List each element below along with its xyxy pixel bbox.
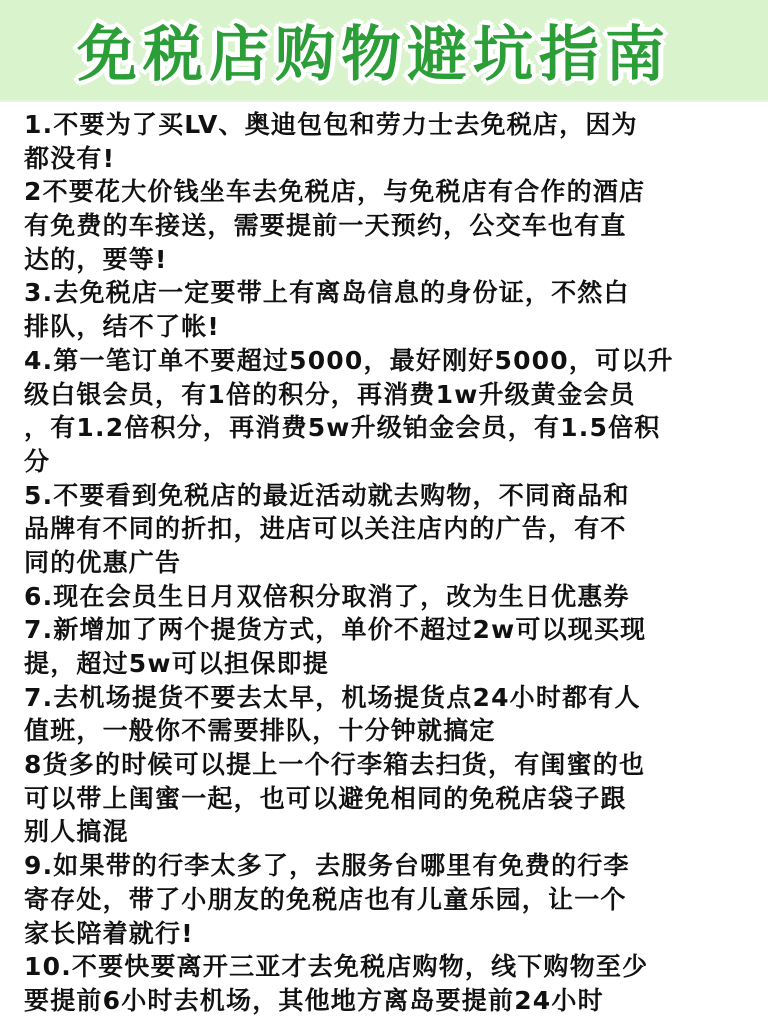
tip-text-line: 7.新增加了两个提货方式，单价不超过2w可以现买现: [24, 615, 647, 645]
tip-item: [24, 748, 768, 849]
tip-text-line: 10.不要快要离开三亚才去免税店购物，线下购物至少: [24, 952, 649, 982]
tip-item: [24, 344, 768, 479]
tip-text-line: 4.第一笔订单不要超过5000，最好刚好5000，可以升: [24, 345, 674, 375]
tips-list: [0, 102, 768, 1018]
tip-item: [24, 108, 768, 175]
tip-item: [24, 681, 768, 748]
tip-item: [24, 479, 768, 580]
tip-text-line: 品牌有不同的折扣，进店可以关注店内的广告，有不: [24, 514, 627, 544]
tip-text-line: 达的，要等!: [24, 244, 168, 274]
tip-text-line: 提，超过5w可以担保即提: [24, 649, 329, 678]
tip-text-line: 值班，一般你不需要排队，十分钟就搞定: [24, 716, 496, 746]
tip-text-line: 要提前6小时去机场，其他地方离岛要提前24小时: [24, 985, 604, 1015]
tip-text-line: 寄存处，带了小朋友的免税店也有儿童乐园，让一个: [24, 884, 627, 914]
tip-item: [24, 849, 768, 950]
tip-text-line: 都没有!: [24, 143, 116, 173]
tip-text-line: 5.不要看到免税店的最近活动就去购物，不同商品和: [24, 480, 630, 510]
tip-text-line: 同的优惠广告: [24, 547, 182, 577]
tip-text-line: 家长陪着就行!: [24, 918, 194, 948]
tip-item: [24, 175, 768, 276]
tip-text-line: 7.去机场提货不要去太早，机场提货点24小时都有人: [24, 682, 641, 712]
tip-text-line: 有免费的车接送，需要提前一天预约，公交车也有直: [24, 211, 627, 241]
tip-text-line: 6.现在会员生日月双倍积分取消了，改为生日优惠券: [24, 581, 630, 611]
tip-text-line: 别人搞混: [24, 817, 129, 847]
tip-text-line: ，有1.2倍积分，再消费5w升级铂金会员，有1.5倍积: [24, 413, 661, 443]
tip-text-line: 级白银会员，有1倍的积分，再消费1w升级黄金会员: [24, 379, 636, 409]
tip-text-line: 分: [24, 446, 51, 476]
tip-text-line: 9.如果带的行李太多了，去服务台哪里有免费的行李: [24, 851, 630, 881]
title-banner: [0, 0, 768, 102]
tip-text-line: 可以带上闺蜜一起，也可以避免相同的免税店袋子跟: [24, 783, 627, 813]
tip-text-line: 排队，结不了帐!: [24, 312, 221, 342]
tip-item: [24, 276, 768, 343]
tip-text-line: 3.去免税店一定要带上有离岛信息的身份证，不然白: [24, 278, 630, 308]
tip-text-line: 8货多的时候可以提上一个行李箱去扫货，有闺蜜的也: [24, 750, 646, 780]
page-title: 免税店购物避坑指南: [77, 20, 671, 90]
tip-text-line: 1.不要为了买LV、奥迪包包和劳力士去免税店，因为: [24, 110, 638, 139]
tip-item: [24, 580, 768, 614]
tip-text-line: 2不要花大价钱坐车去免税店，与免税店有合作的酒店: [24, 177, 646, 207]
tip-item: [24, 950, 768, 1017]
tip-item: [24, 613, 768, 680]
